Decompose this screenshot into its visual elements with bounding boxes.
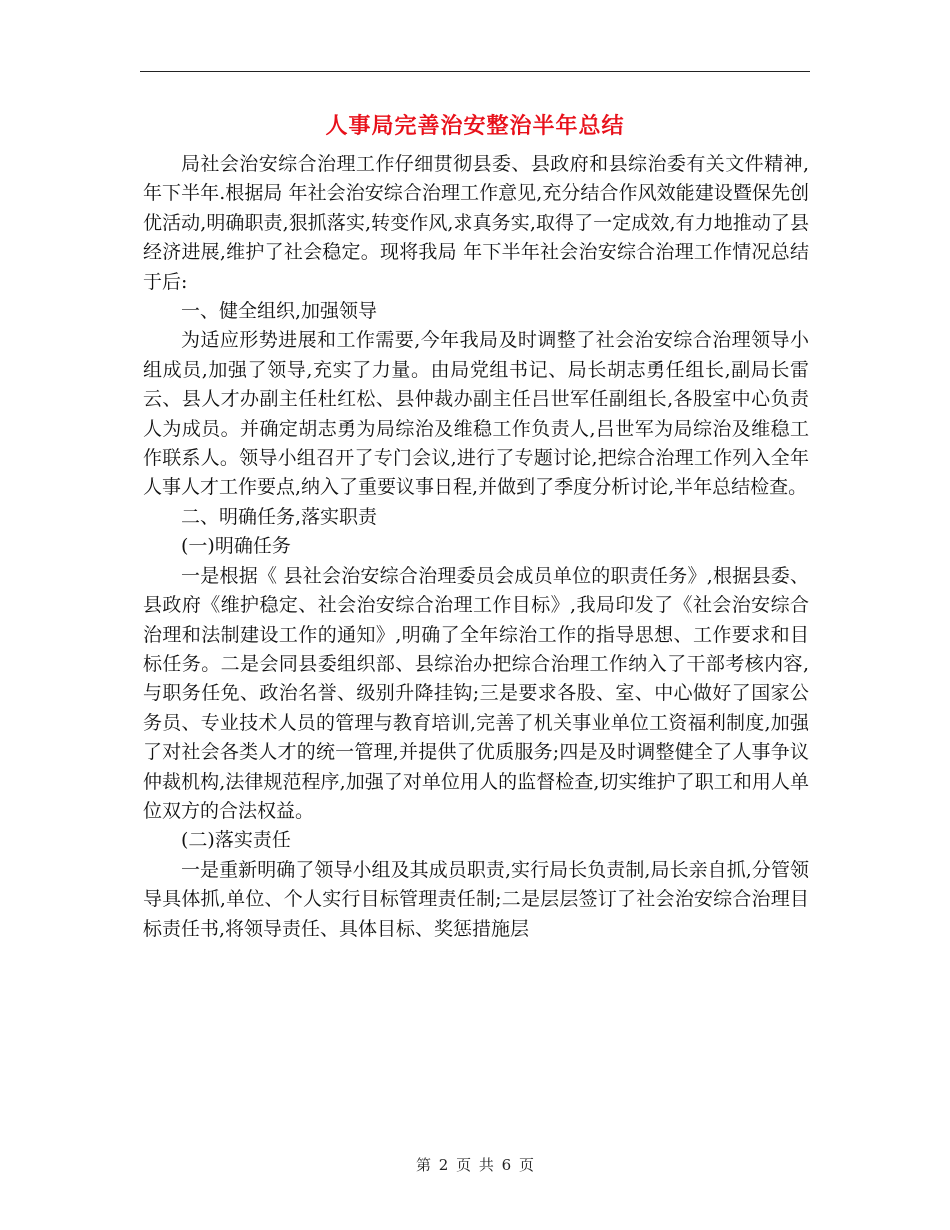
paragraph-intro: 局社会治安综合治理工作仔细贯彻县委、县政府和县综治委有关文件精神,年下半年.根据局 年社会治安综合治理工作意见,充分结合作风效能建设暨保先创优活动,明确职责,狠抓落实,转变作风,求真务实,取得了一定成效,有力地推动了县经济进展,维护了社会稳定。现将我局 年下半年社会治安综合治理工作情况总结于后:	[143, 153, 809, 293]
section-heading-2: 二、明确任务,落实职责	[181, 505, 378, 528]
paragraph-organization: 为适应形势进展和工作需要,今年我局及时调整了社会治安综合治理领导小组成员,加强了领导,充实了力量。由局党组书记、局长胡志勇任组长,副局长雷云、县人才办副主任杜红松、县仲裁办副主任吕世军任副组长,各股室中心负责人为成员。并确定胡志勇为局综治及维稳工作负责人,吕世军为局综治及维稳工作联系人。领导小组召开了专门会议,进行了专题讨论,把综合治理工作列入全年人事人才工作要点,纳入了重要议事日程,并做到了季度分析讨论,半年总结检查。	[143, 329, 809, 499]
subsection-heading-1: (一)明确任务	[181, 535, 291, 558]
section-heading-1: 一、健全组织,加强领导	[181, 300, 378, 323]
paragraph-tasks: 一是根据《 县社会治安综合治理委员会成员单位的职责任务》,根据县委、县政府《维护稳定、社会治安综合治理工作目标》,我局印发了《社会治安综合治理和法制建设工作的通知》,明确了全年综治工作的指导思想、工作要求和目标任务。二是会同县委组织部、县综治办把综合治理工作纳入了干部考核内容,与职务任免、政治名誉、级别升降挂钩;三是要求各股、室、中心做好了国家公务员、专业技术人员的管理与教育培训,完善了机关事业单位工资福利制度,加强了对社会各类人才的统一管理,并提供了优质服务;四是及时调整健全了人事争议仲裁机构,法律规范程序,加强了对单位用人的监督检查,切实维护了职工和用人单位双方的合法权益。	[143, 564, 809, 822]
header-rule	[140, 71, 810, 72]
page-number: 第 2 页 共 6 页	[416, 1156, 534, 1174]
subsection-heading-2: (二)落实责任	[181, 829, 291, 852]
paragraph-responsibilities: 一是重新明确了领导小组及其成员职责,实行局长负责制,局长亲自抓,分管领导具体抓,单位、个人实行目标管理责任制;二是层层签订了社会治安综合治理目标责任书,将领导责任、具体目标、奖惩措施层	[143, 858, 809, 940]
document-body	[143, 150, 809, 944]
document-title: 人事局完善治安整治半年总结	[325, 113, 625, 139]
